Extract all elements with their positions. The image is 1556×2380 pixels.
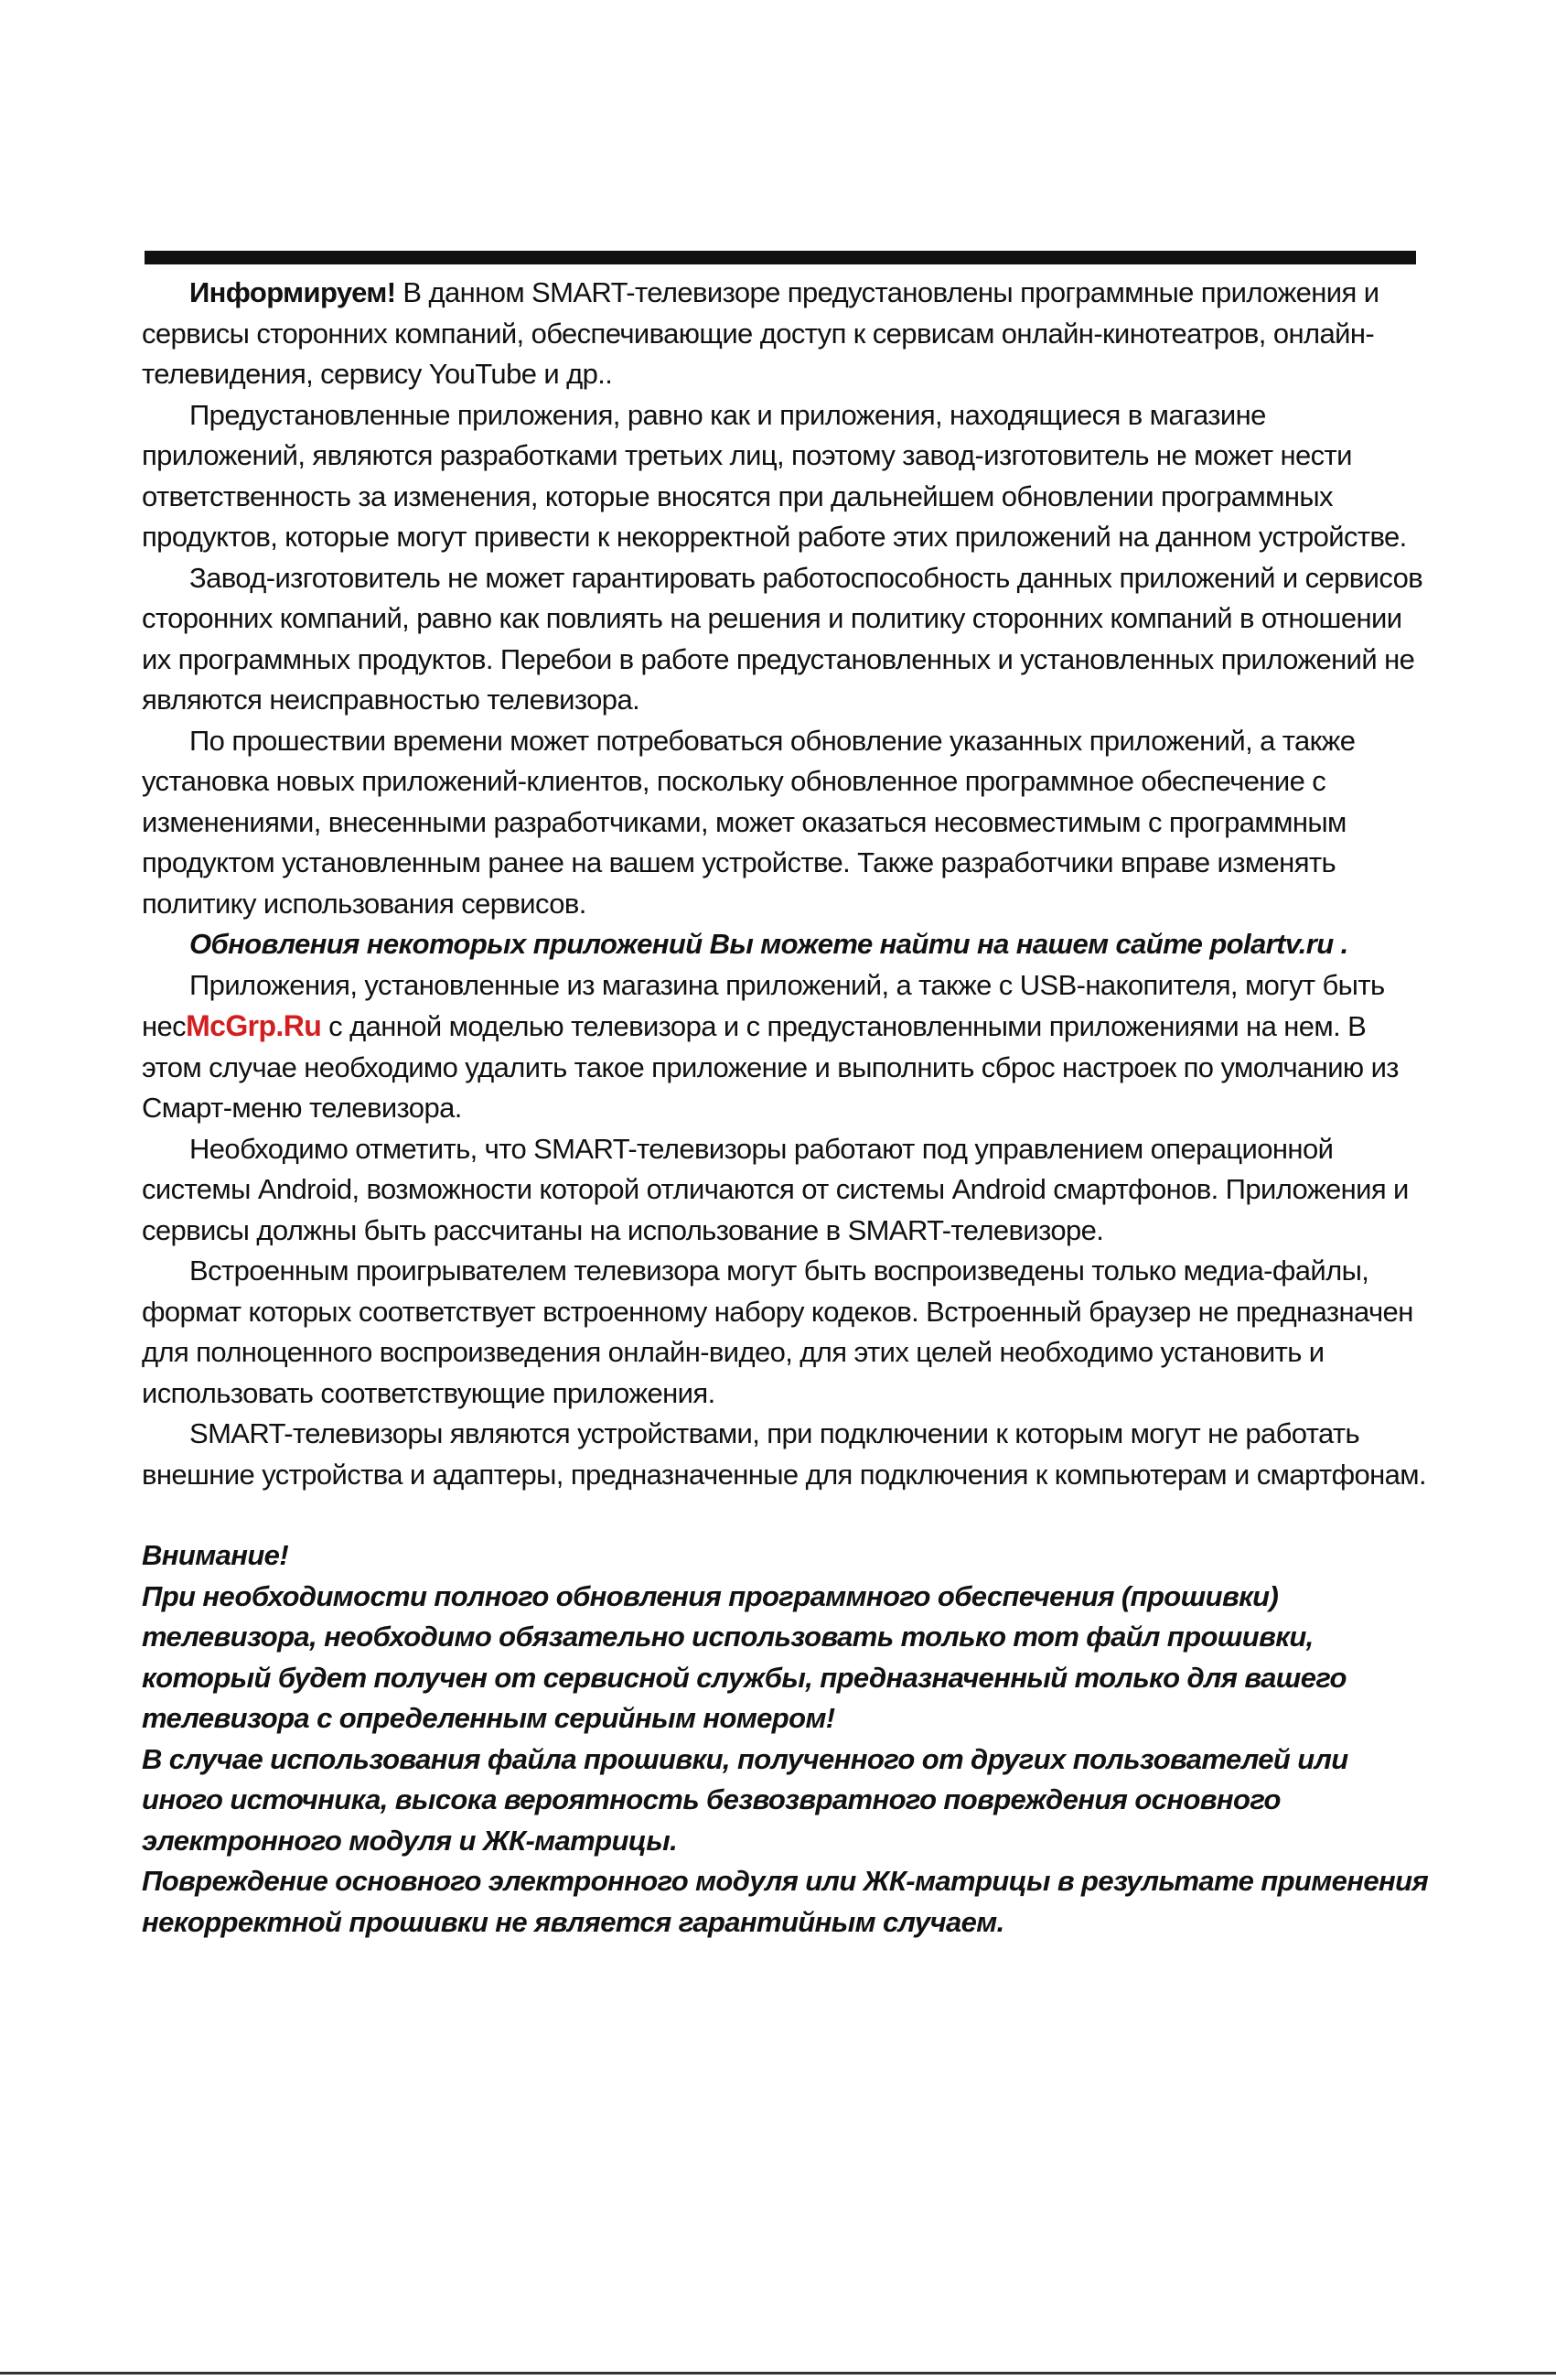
attention-warranty: Повреждение основного электронного модуля или ЖК-матрицы в результате применения некорректной прошивки не является гарантийным случаем. [142,1865,1429,1938]
paragraph-warranty: Завод-изготовитель не может гарантировать работоспособность данных приложений и сервисов сторонних компаний, равно как повлиять на решения и политику сторонних компаний в отношении их программных продуктов. Перебои в работе предустановленных и установленных приложений не являются неисправностью телевизора. [142,561,1423,716]
paragraph-updates: По прошествии времени может потребоваться обновление указанных приложений, а также установка новых приложений-клиентов, поскольку обновленное программное обеспечение с изменениями, внесенными разработчиками, может оказаться несовместимым с программным продуктом установленным ранее на вашем устройстве. Также разработчики вправе изменять политику использования сервисов. [142,724,1356,920]
compat-text-after: с данной моделью телевизора и с предустановленными приложениями на нем. В этом случае необходимо удалить такое приложение и выполнить сброс настроек по умолчанию из Смарт-меню телевизора. [142,1010,1399,1124]
intro-text: В данном SMART-телевизоре предустановлены программные приложения и сервисы сторонних компаний, обеспечивающие доступ к сервисам онлайн-кинотеатров, онлайн-телевидения, сервису YouTube и др.. [142,276,1379,390]
paragraph-devices: SMART-телевизоры являются устройствами, при подключении к которым могут не работать внешние устройства и адаптеры, предназначенные для подключения к компьютерам и смартфонам. [142,1417,1426,1491]
paragraph-intro [142,273,1432,395]
document-body [142,273,1432,1943]
watermark-text: McGrp.Ru [186,1009,322,1042]
paragraph-player: Встроенным проигрывателем телевизора могут быть воспроизведены только медиа-файлы, формат которых соответствует встроенному набору кодеков. Встроенный браузер не предназначен для полноценного воспроизведения онлайн-видео, для этих целей необходимо установить и использовать соответствующие приложения. [142,1255,1413,1409]
paragraph-preinstalled: Предустановленные приложения, равно как и приложения, находящиеся в магазине приложений, являются разработками третьих лиц, поэтому завод-изготовитель не может нести ответственность за изменения, которые вносятся при дальнейшем обновлении программных продуктов, которые могут привести к некорректной работе этих приложений на данном устройстве. [142,398,1407,553]
attention-block [142,1535,1432,1943]
intro-lead: Информируем! [189,276,396,308]
paragraph-compatibility [142,965,1432,1129]
top-rule [145,251,1416,264]
attention-heading: Внимание! [142,1539,289,1571]
bottom-rule [0,2372,1556,2375]
compat-text-before: Приложения, установленные из магазина приложений, а также с USB-накопителя, могут быть нес [142,968,1385,1042]
paragraph-android: Необходимо отметить, что SMART-телевизоры работают под управлением операционной системы Android, возможности которой отличаются от системы Android смартфонов. Приложения и сервисы должны быть рассчитаны на использование в SMART-телевизоре. [142,1132,1409,1246]
paragraph-website: Обновления некоторых приложений Вы можете найти на нашем сайте polartv.ru . [189,928,1348,960]
attention-firmware: При необходимости полного обновления программного обеспечения (прошивки) телевизора, необходимо обязательно использовать только тот файл прошивки, который будет получен от сервисной службы, предназначенный только для вашего телевизора с определенным серийным номером! [142,1579,1347,1734]
attention-risk: В случае использования файла прошивки, полученного от других пользователей или иного источника, высока вероятность безвозвратного повреждения основного электронного модуля и ЖК-матрицы. [142,1742,1348,1857]
